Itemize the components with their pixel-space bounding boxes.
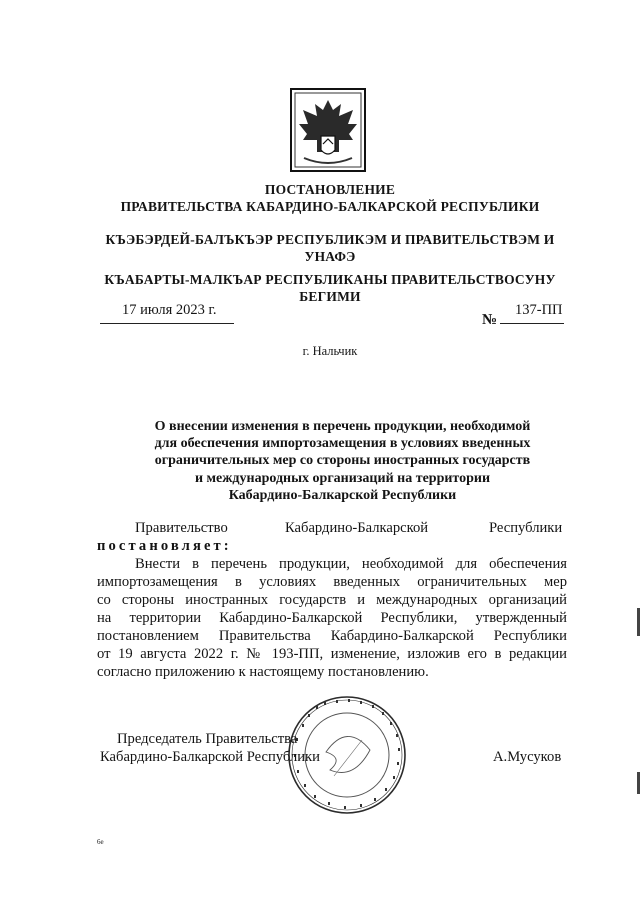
preamble-word: Кабардино-Балкарской xyxy=(285,520,429,536)
footer-mark: 6e xyxy=(97,838,104,846)
document-number: 137-ПП xyxy=(515,302,563,318)
document-date: 17 июля 2023 г. xyxy=(122,302,217,318)
title-line: Кабардино-Балкарской Республики xyxy=(228,487,457,503)
header-balkar-line2: БЕГИМИ xyxy=(299,289,361,304)
city: г. Нальчик xyxy=(302,344,358,358)
header-balkar-line1: КЪАБАРТЫ-МАЛКЪАР РЕСПУБЛИКАНЫ ПРАВИТЕЛЬСТВОСУНУ xyxy=(104,272,556,287)
header-kabardian-line1: КЪЭБЭРДЕЙ-БАЛЪКЪЭР РЕСПУБЛИКЭМ И ПРАВИТЕЛЬСТВЭМ И xyxy=(105,232,555,247)
preamble-word: Республики xyxy=(489,520,563,536)
title-line: ограничительных мер со стороны иностранных государств xyxy=(154,453,531,469)
body-line: импортозамещения в условиях введенных ограничительных мер xyxy=(97,574,567,590)
date-underline xyxy=(100,323,234,324)
document-type: ПОСТАНОВЛЕНИЕ xyxy=(264,182,396,197)
title-line: О внесении изменения в перечень продукции, необходимой xyxy=(154,419,531,434)
body-line: Внести в перечень продукции, необходимой для обеспечения xyxy=(135,556,567,572)
header-kabardian-line2: УНАФЭ xyxy=(304,249,356,264)
title-line: и международных организаций на территории xyxy=(194,470,491,486)
body-line: согласно приложению к настоящему постановлению. xyxy=(97,664,429,680)
body-line: постановлением Правительства Кабардино-Балкарской Республики xyxy=(97,628,567,644)
coat-of-arms-icon xyxy=(290,88,366,172)
signatory-name: А.Мусуков xyxy=(493,749,562,765)
preamble-word: Правительство xyxy=(135,520,228,536)
signature-position: Кабардино-Балкарской Республики xyxy=(100,749,320,765)
body-line: от 19 августа 2022 г. № 193-ПП, изменение, изложив его в редакции xyxy=(97,646,567,662)
document-title xyxy=(115,418,570,504)
number-underline xyxy=(500,323,564,324)
signature-position: Председатель Правительства xyxy=(117,731,298,747)
issuing-authority: ПРАВИТЕЛЬСТВА КАБАРДИНО-БАЛКАРСКОЙ РЕСПУБЛИКИ xyxy=(120,199,540,214)
body-line: на территории Кабардино-Балкарской Республики, утвержденный xyxy=(97,610,567,626)
title-line: для обеспечения импортозамещения в условиях введенных xyxy=(154,436,531,452)
body-line: со стороны иностранных государств и международных организаций xyxy=(97,592,567,608)
decree-word: постановляет: xyxy=(97,538,232,554)
number-sign: № xyxy=(482,312,498,328)
